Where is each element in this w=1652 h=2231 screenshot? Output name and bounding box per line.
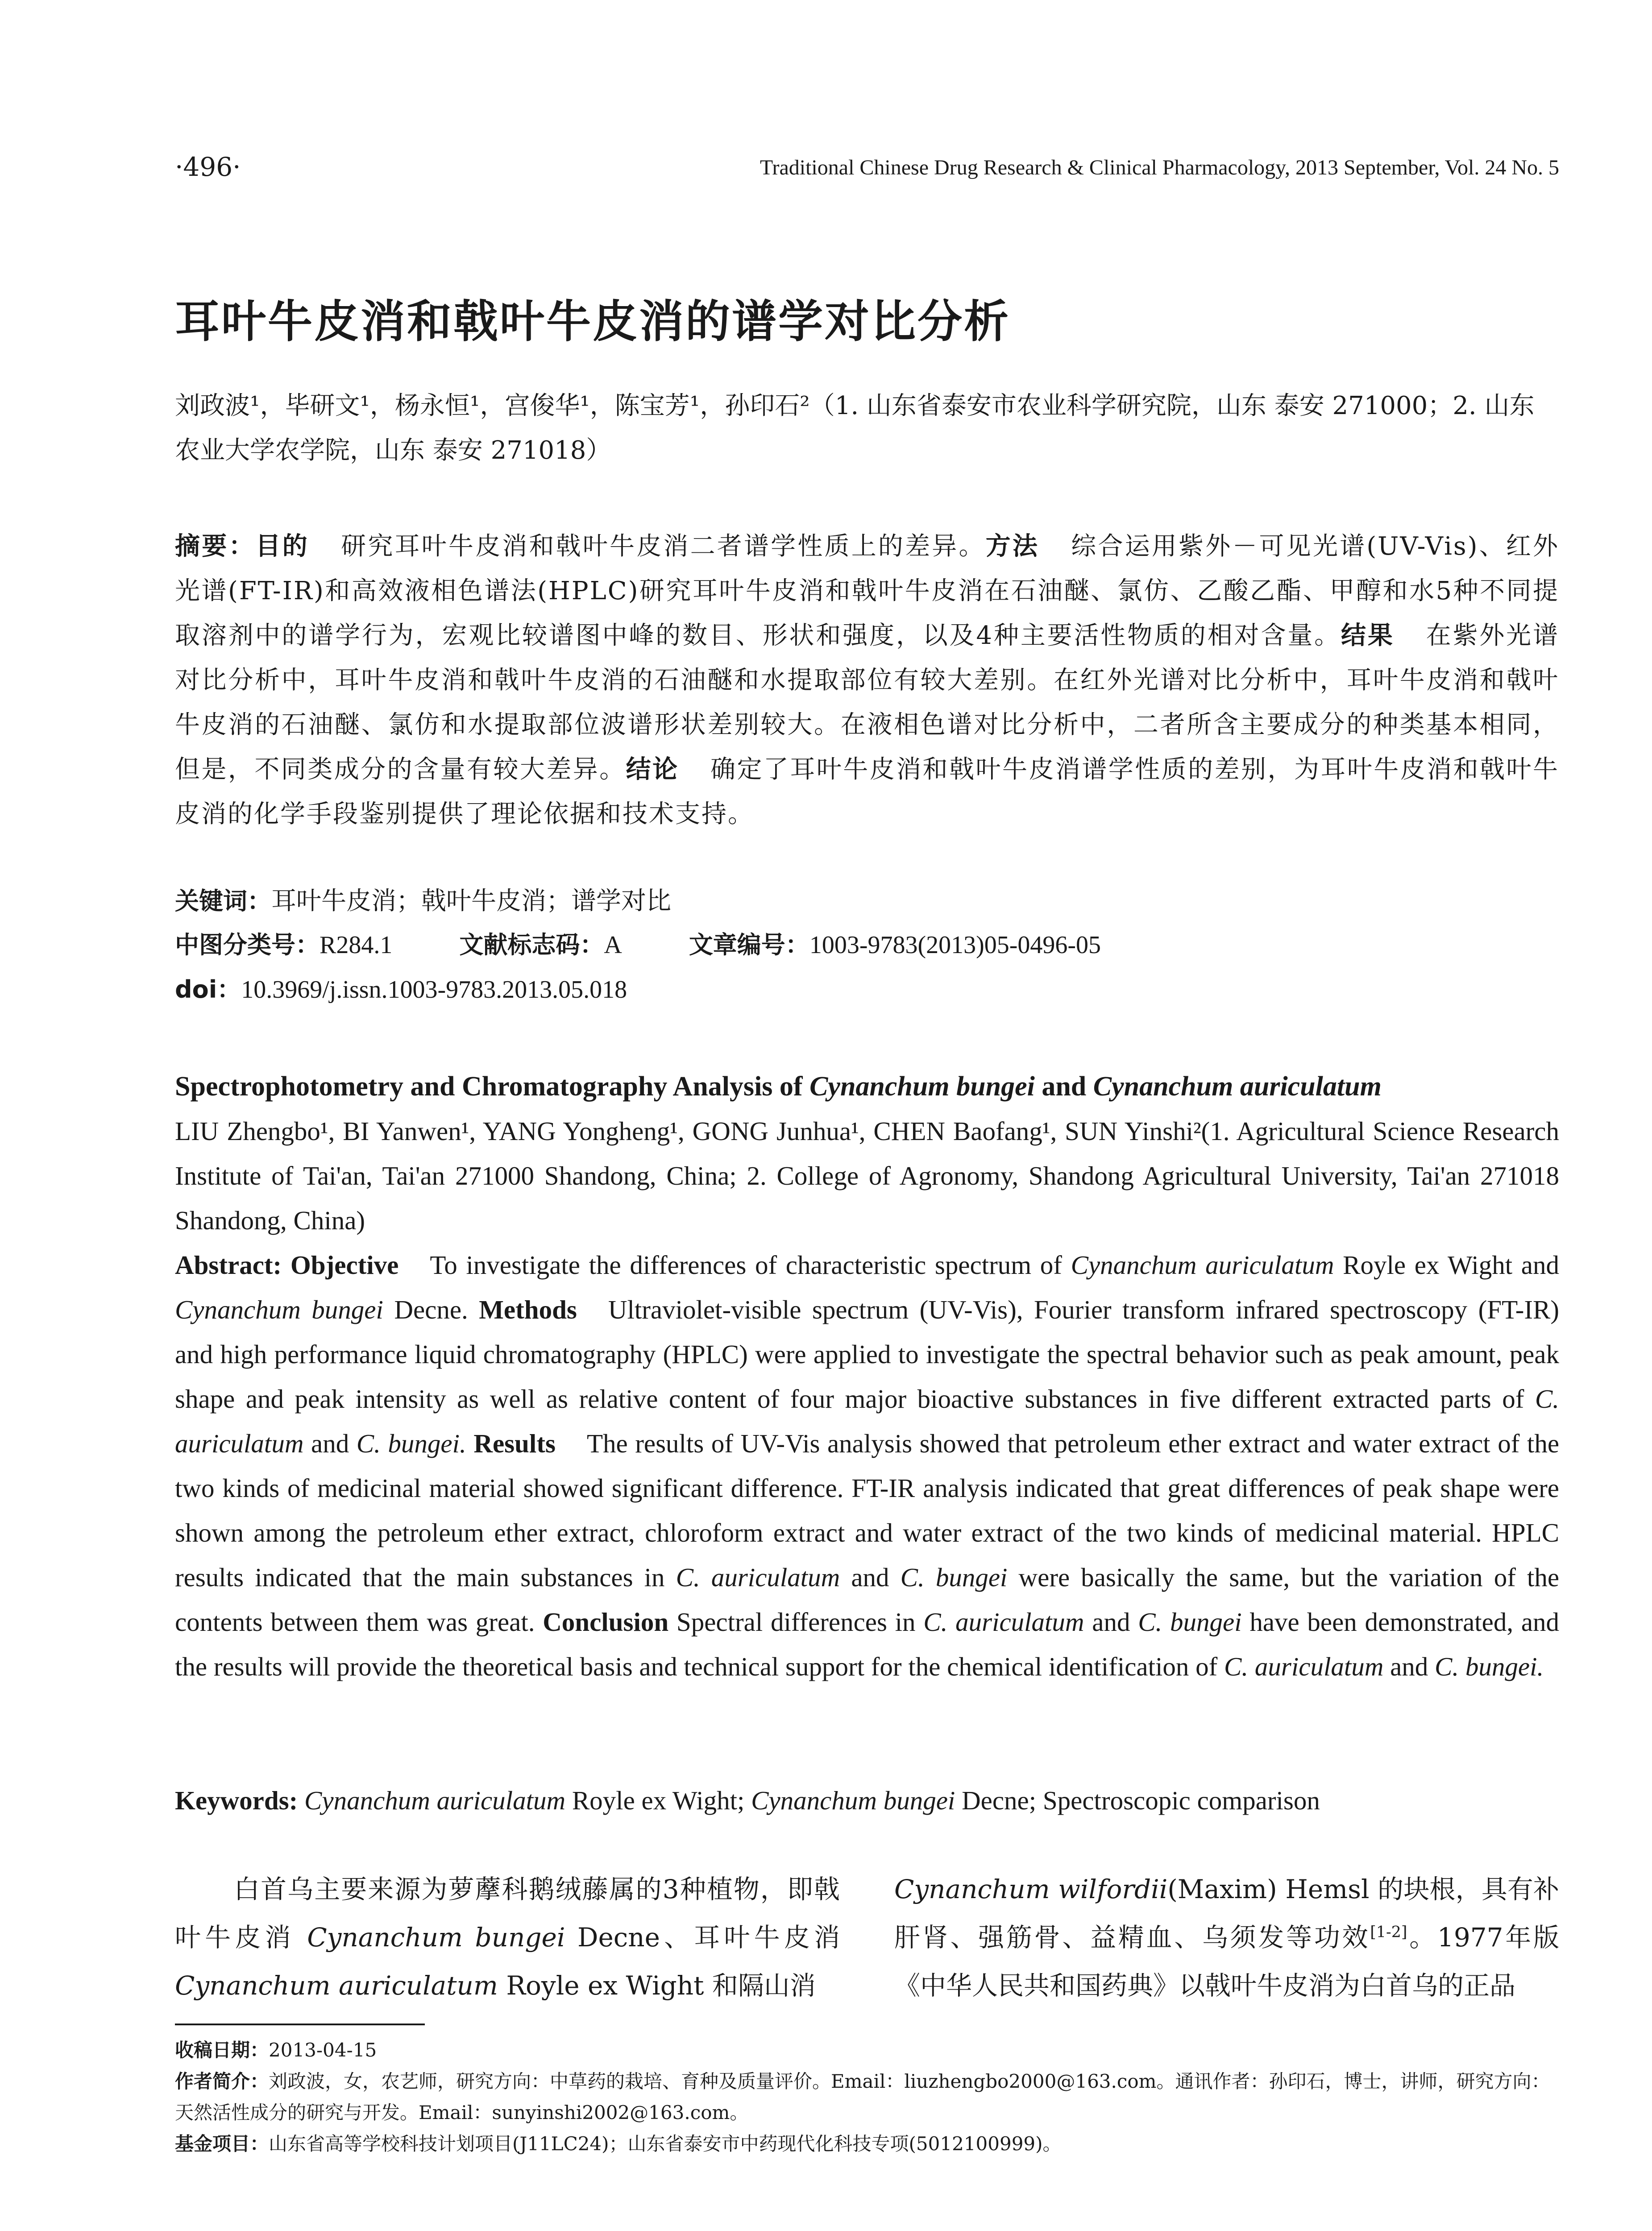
footnote-received — [175, 2035, 1559, 2066]
conclusion-en-text: and — [1084, 1607, 1138, 1637]
abstract-en-label: Abstract: — [175, 1250, 282, 1280]
doi-line — [175, 970, 627, 1005]
objective-species: Cynanchum bungei — [175, 1295, 383, 1324]
results-label: Results — [473, 1429, 556, 1458]
conclusion-species: C. auriculatum — [923, 1607, 1084, 1637]
body-text: 。1977年版《中华人民共和国药典》以戟叶牛皮消为白首乌的正品 — [894, 1922, 1559, 2001]
article-title-cn: 耳叶牛皮消和戟叶牛皮消的谱学对比分析 — [175, 295, 1010, 348]
doi-value[interactable]: 10.3969/j.issn.1003-9783.2013.05.018 — [241, 976, 627, 1004]
title-en-and: and — [1034, 1071, 1093, 1102]
results-text: The results of UV-Vis analysis showed that petroleum ether extract and water extract of the two kinds of medicinal material showed significant difference. FT-IR analysis indicated that great differences of peak shape were shown among the petroleum ether extract, chloroform extract and water extract of the two kinds of medicinal material. HPLC results indicated that the main substances in — [175, 1429, 1560, 1592]
body-column-left — [175, 1865, 840, 2010]
classification-line — [175, 926, 1101, 960]
fund-text: 山东省高等学校科技计划项目(J11LC24)；山东省泰安市中药现代化科技专项(5012100999)。 — [269, 2133, 1062, 2155]
abstract-label: 摘要： — [175, 532, 256, 561]
conclusion-en-text: have been demonstrated, and the results will provide the theoretical basis and technical support for the chemical identification of — [175, 1607, 1560, 1681]
methods-species: C. auriculatum — [175, 1384, 1559, 1458]
article-no-value: 1003-9783(2013)05-0496-05 — [809, 931, 1101, 959]
objective-text: To investigate the differences of characteristic spectrum of — [430, 1250, 1071, 1280]
results-text: and — [840, 1563, 901, 1592]
conclusion-species: C. auriculatum — [1224, 1652, 1384, 1681]
page-number: ·496· — [175, 152, 241, 182]
article-no-label: 文章编号： — [689, 931, 809, 959]
objective-text: Decne. — [383, 1295, 468, 1324]
methods-text: and — [303, 1429, 357, 1458]
author-bio-label: 作者简介： — [175, 2070, 269, 2092]
methods-text: Ultraviolet-visible spectrum (UV-Vis), Fourier transform infrared spectroscopy (FT-IR) and high performance liquid chromatography (HPLC) were applied to investigate the spectral behavior such as peak amount, peak shape and peak intensity as well as relative content of four major bioactive substances in five different extracted parts of — [175, 1295, 1560, 1414]
footnote-fund — [175, 2128, 1559, 2160]
body-species: Cynanchum bungei — [307, 1922, 565, 1953]
keywords-cn — [175, 881, 671, 917]
abstract-en — [175, 1243, 1559, 1689]
clc-value: R284.1 — [320, 931, 393, 959]
objective-species: Cynanchum auriculatum — [1071, 1250, 1334, 1280]
doi-label: doi： — [175, 975, 241, 1004]
doc-code-label: 文献标志码： — [459, 931, 604, 959]
author-bio: 刘政波，女，农艺师，研究方向：中草药的栽培、育种及质量评价。Email：liuzhengbo2000@163.com。通讯作者：孙印石，博士，讲师，研究方向：天然活性成分的研究与开发。Email：sunyinshi2002@163.com。 — [175, 2070, 1550, 2123]
keyword-1: Cynanchum auriculatum — [304, 1786, 566, 1815]
body-text: Royle ex Wight 和隔山消 — [498, 1970, 816, 2001]
fund-label: 基金项目： — [175, 2133, 269, 2155]
result-text: 在紫外光谱对比分析中，耳叶牛皮消和戟叶牛皮消的石油醚和水提取部位有较大差别。在红外光谱对比分析中，耳叶牛皮消和戟叶牛皮消的石油醚、氯仿和水提取部位波谱形状差别较大。在液相色谱对比分析中，二者所含主要成分的种类基本相同，但是，不同类成分的含量有较大差异。 — [175, 621, 1560, 784]
conclusion-species: C. bungei — [1138, 1607, 1242, 1637]
results-species: C. auriculatum — [676, 1563, 840, 1592]
keyword-1-author: Royle ex Wight; — [565, 1786, 751, 1815]
keywords-en-label: Keywords: — [175, 1786, 298, 1815]
results-species: C. bungei — [900, 1563, 1008, 1592]
doc-code-value: A — [604, 931, 622, 959]
abstract-cn — [175, 524, 1559, 837]
method-label: 方法 — [985, 532, 1040, 561]
objective-text: Royle ex Wight and — [1334, 1250, 1559, 1280]
running-title: Traditional Chinese Drug Research & Clinical Pharmacology, 2013 September, Vol. 24 No. 5 — [760, 156, 1559, 179]
conclusion-en-text: and — [1383, 1652, 1435, 1681]
purpose-text: 研究耳叶牛皮消和戟叶牛皮消二者谱学性质上的差异。 — [340, 532, 986, 561]
body-text: Decne、耳叶牛皮消 — [565, 1922, 840, 1953]
body-species: Cynanchum wilfordii — [894, 1874, 1168, 1904]
received-label: 收稿日期： — [175, 2039, 269, 2061]
body-text: (Maxim) Hemsl 的块根，具有补肝肾、强筋骨、益精血、乌须发等功效 — [894, 1874, 1559, 1953]
footnote-author — [175, 2066, 1559, 2128]
article-title-en — [175, 1064, 1559, 1109]
title-en-species-1: Cynanchum bungei — [809, 1071, 1035, 1102]
body-column-right — [894, 1865, 1559, 2010]
authors-cn: 刘政波¹，毕研文¹，杨永恒¹，宫俊华¹，陈宝芳¹，孙印石²（1. 山东省泰安市农业科学研究院，山东 泰安 271000；2. 山东农业大学农学院，山东 泰安 271018） — [175, 391, 1535, 465]
body-species: Cynanchum auriculatum — [175, 1970, 498, 2001]
keyword-2-author: Decne; Spectroscopic comparison — [955, 1786, 1320, 1815]
clc-label: 中图分类号： — [175, 931, 320, 959]
citation-ref[interactable]: [1-2] — [1370, 1923, 1407, 1941]
result-label: 结果 — [1341, 621, 1395, 650]
methods-label: Methods — [479, 1295, 577, 1324]
purpose-label: 目的 — [255, 532, 309, 561]
methods-species: C. bungei. — [356, 1429, 466, 1458]
results-text: were basically the same, but the variation of the contents between them was great. — [175, 1563, 1560, 1637]
conclusion-en-text: Spectral differences in — [676, 1607, 924, 1637]
page-header — [175, 152, 1559, 201]
conclusion-text: 确定了耳叶牛皮消和戟叶牛皮消谱学性质的差别，为耳叶牛皮消和戟叶牛皮消的化学手段鉴别提供了理论依据和技术支持。 — [175, 755, 1560, 829]
keywords-label: 关键词： — [175, 887, 271, 915]
conclusion-en-label: Conclusion — [543, 1607, 669, 1637]
received-date: 2013-04-15 — [269, 2039, 377, 2061]
authors-en: LIU Zhengbo¹, BI Yanwen¹, YANG Yongheng¹, GONG Junhua¹, CHEN Baofang¹, SUN Yinshi²(1. Agricultural Science Research Institute of Tai'an, Tai'an 271000 Shandong, China; 2. College of Agronomy, Shandong Agricultural University, Tai'an 271018 Shandong, China) — [175, 1116, 1559, 1235]
conclusion-label: 结论 — [626, 755, 679, 784]
objective-label: Objective — [290, 1250, 399, 1280]
footnote-rule — [175, 2024, 425, 2025]
keyword-2: Cynanchum bungei — [751, 1786, 955, 1815]
title-en-part: Spectrophotometry and Chromatography Analysis of — [175, 1071, 810, 1102]
method-text: 综合运用紫外－可见光谱(UV-Vis)、红外光谱(FT-IR)和高效液相色谱法(HPLC)研究耳叶牛皮消和戟叶牛皮消在石油醚、氯仿、乙酸乙酯、甲醇和水5种不同提取溶剂中的谱学行为，宏观比较谱图中峰的数目、形状和强度，以及4种主要活性物质的相对含量。 — [175, 532, 1560, 650]
conclusion-species: C. bungei. — [1435, 1652, 1544, 1681]
keywords-text: 耳叶牛皮消；戟叶牛皮消；谱学对比 — [271, 887, 671, 916]
title-en-species-2: Cynanchum auriculatum — [1093, 1071, 1382, 1102]
body-text: 白首乌主要来源为萝藦科鹅绒藤属的3种植物，即戟叶牛皮消 — [175, 1874, 840, 1953]
keywords-en — [175, 1778, 1559, 1823]
